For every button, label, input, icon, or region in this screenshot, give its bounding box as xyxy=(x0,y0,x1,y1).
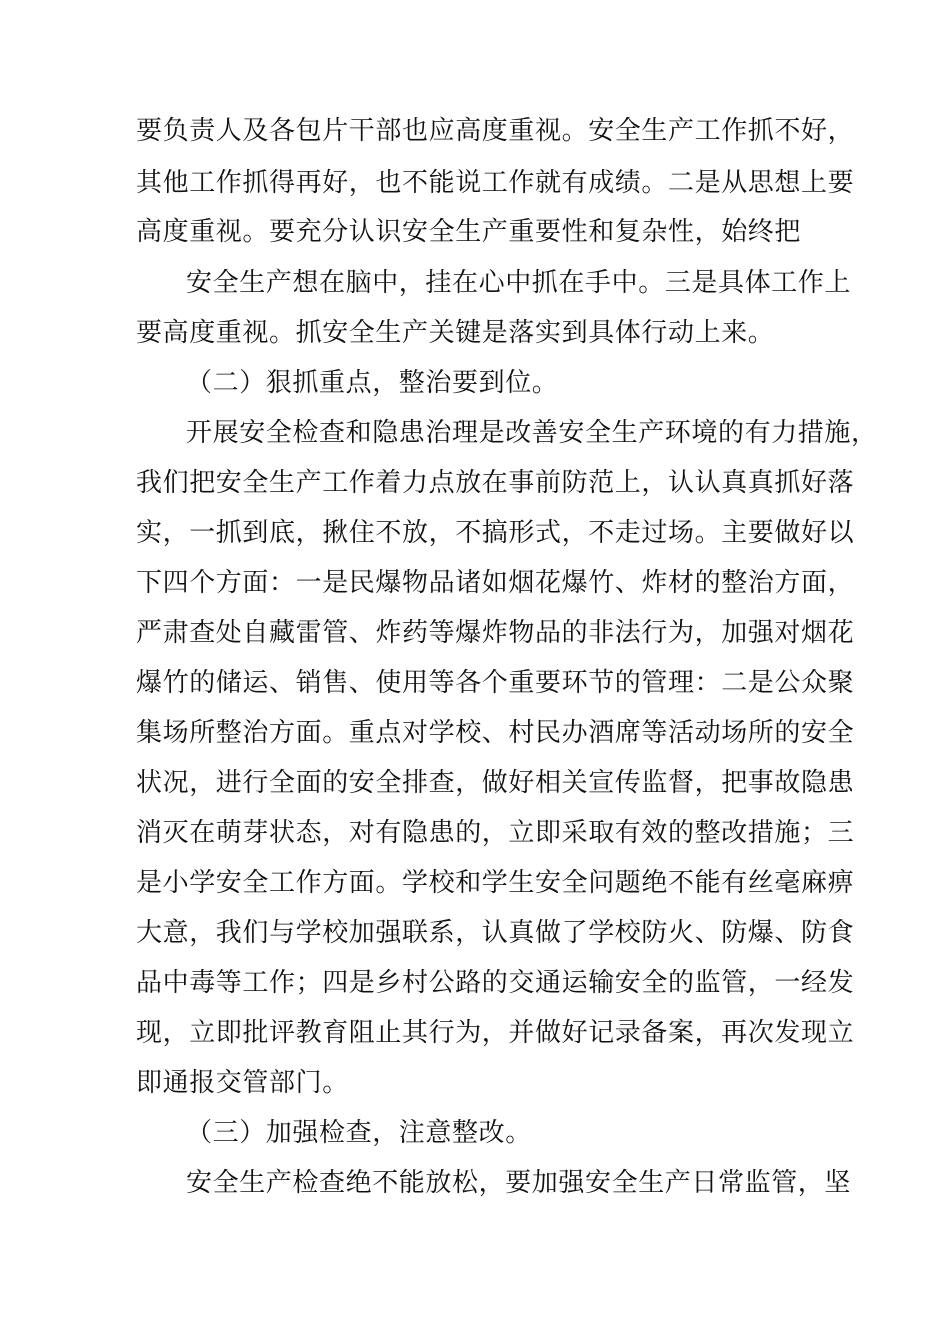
text-line: 爆竹的储运、销售、使用等各个重要环节的管理：二是公众聚 xyxy=(136,668,855,698)
text-line: 大意，我们与学校加强联系，认真做了学校防火、防爆、防食 xyxy=(136,918,855,948)
text-line: 品中毒等工作；四是乡村公路的交通运输安全的监管，一经发 xyxy=(136,968,855,998)
text-line: 现，立即批评教育阻止其行为，并做好记录备案，再次发现立 xyxy=(136,1018,855,1048)
text-line: 下四个方面：一是民爆物品诸如烟花爆竹、炸材的整治方面， xyxy=(136,568,855,598)
text-line: 我们把安全生产工作着力点放在事前防范上，认认真真抓好落 xyxy=(136,468,855,498)
text-line: 安全生产想在脑中，挂在心中抓在手中。三是具体工作上 xyxy=(186,268,852,298)
text-line: 是小学安全工作方面。学校和学生安全问题绝不能有丝毫麻痹 xyxy=(136,868,855,898)
text-line: 集场所整治方面。重点对学校、村民办酒席等活动场所的安全 xyxy=(136,718,855,748)
text-line: 状况，进行全面的安全排查，做好相关宣传监督，把事故隐患 xyxy=(136,768,855,798)
section-heading: （三）加强检查，注意整改。 xyxy=(186,1118,532,1148)
text-line: 其他工作抓得再好，也不能说工作就有成绩。二是从思想上要 xyxy=(136,168,855,198)
text-line: 消灭在萌芽状态，对有隐患的，立即采取有效的整改措施；三 xyxy=(136,818,855,848)
text-line: 即通报交管部门。 xyxy=(136,1068,349,1098)
text-line: 要负责人及各包片干部也应高度重视。安全生产工作抓不好， xyxy=(136,116,855,146)
text-line: 严肃查处自藏雷管、炸药等爆炸物品的非法行为，加强对烟花 xyxy=(136,618,855,648)
section-heading: （二）狠抓重点，整治要到位。 xyxy=(186,368,559,398)
text-line: 实，一抓到底，揪住不放，不搞形式，不走过场。主要做好以 xyxy=(136,518,855,548)
text-line: 安全生产检查绝不能放松，要加强安全生产日常监管，坚 xyxy=(186,1168,852,1198)
text-line: 开展安全检查和隐患治理是改善安全生产环境的有力措施， xyxy=(186,418,878,448)
text-line: 要高度重视。抓安全生产关键是落实到具体行动上来。 xyxy=(136,318,775,348)
text-line: 高度重视。要充分认识安全生产重要性和复杂性，始终把 xyxy=(136,217,802,247)
